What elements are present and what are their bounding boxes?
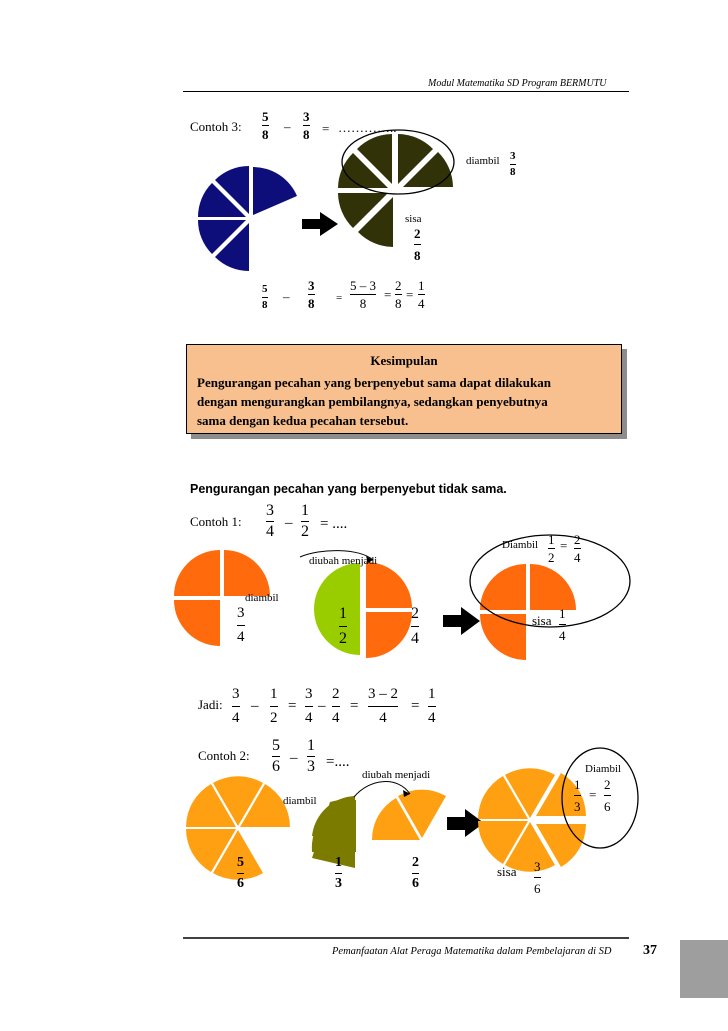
fraction: 2 4 [574, 532, 581, 565]
equals-sign: = [350, 698, 359, 714]
jadi-label: Jadi: [198, 697, 223, 712]
fraction: 2 6 [412, 855, 419, 891]
blank-answer: ………….. [338, 120, 397, 135]
minus-sign: – [290, 750, 298, 766]
taken-label: diambil [283, 795, 317, 807]
arrow-right-icon [302, 212, 338, 236]
example1-label: Contoh 1: [190, 514, 242, 529]
taken-label: diambil [245, 592, 279, 604]
example3-label: Contoh 3: [190, 119, 242, 134]
conclusion-line: Pengurangan pecahan yang berpenyebut sama dapat dilakukan [197, 375, 551, 390]
pie-five-eighths [198, 166, 297, 271]
fraction: 1 4 [559, 606, 566, 643]
footer-text: Pemanfaatan Alat Peraga Matematika dalam Pembelajaran di SD [332, 946, 612, 957]
fraction: 1 2 [270, 686, 278, 726]
fraction: 5 6 [237, 855, 244, 891]
arrow-right-icon [443, 607, 480, 635]
equals-sign: = [560, 538, 568, 553]
rest-label: sisa [497, 864, 517, 879]
fraction: 3 4 [232, 686, 240, 726]
fraction: 3 8 [510, 150, 516, 178]
pie-two-quarters [366, 562, 412, 658]
equals-sign: = [384, 287, 392, 302]
fraction: 1 4 [428, 686, 436, 726]
conclusion-box [186, 344, 622, 434]
fraction: 3 8 [308, 278, 315, 311]
half-circle-green [314, 563, 360, 655]
changed-label: diubah menjadi [309, 555, 378, 567]
taken-text: Diambil [585, 763, 622, 775]
pie-two-sixths [372, 790, 446, 840]
fraction: 3 6 [534, 859, 541, 896]
minus-sign: – [251, 698, 259, 714]
equals-sign: = [288, 698, 297, 714]
taken-text: Diambil [502, 539, 539, 551]
equals-sign: = [589, 787, 597, 802]
fraction: 5 8 [262, 283, 268, 311]
equals-sign: = [336, 292, 343, 304]
page-number: 37 [643, 943, 657, 958]
fraction: 2 8 [414, 226, 421, 263]
page-tab [680, 940, 728, 998]
fraction: 2 8 [395, 278, 402, 311]
fraction: 1 3 [574, 777, 581, 814]
rest-label: sisa [532, 613, 552, 628]
fraction: 1 3 [307, 737, 315, 775]
fraction: 2 4 [332, 686, 340, 726]
fraction: 3 – 2 4 [368, 686, 398, 726]
fraction: 3 4 [266, 502, 274, 540]
example2-label: Contoh 2: [198, 748, 250, 763]
fraction: 1 2 [301, 502, 309, 540]
fraction: 2 6 [604, 777, 611, 814]
conclusion-title: Kesimpulan [370, 353, 438, 368]
minus-sign: – [283, 289, 290, 304]
equals-sign: = [322, 121, 330, 136]
minus-sign: – [318, 698, 326, 714]
fraction: 5 – 3 8 [350, 278, 376, 311]
fraction: 5 6 [272, 737, 280, 775]
fraction: 3 4 [237, 605, 245, 645]
rest-label: sisa [405, 213, 422, 225]
pie-result-sixths [478, 768, 586, 871]
equals-sign: = [411, 698, 420, 714]
fraction: 3 4 [305, 686, 313, 726]
changed-label: diubah menjadi [362, 769, 431, 781]
conclusion-line: sama dengan kedua pecahan tersebut. [197, 413, 409, 428]
conclusion-line: dengan mengurangkan pembilangnya, sedangkan penyebutnya [197, 394, 548, 409]
fraction: 1 2 [548, 532, 555, 565]
equals-sign: = [406, 287, 414, 302]
fraction: 1 2 [339, 605, 347, 647]
section-title: Pengurangan pecahan yang berpenyebut tidak sama. [190, 482, 507, 496]
fraction: 1 3 [335, 855, 342, 891]
fraction: 1 4 [418, 278, 425, 311]
fraction: 3 8 [303, 109, 310, 142]
minus-sign: – [285, 515, 293, 531]
minus-sign: – [284, 119, 291, 134]
taken-label: diambil [466, 155, 500, 167]
pie-olive-eighths [338, 134, 453, 247]
equation-tail: =.... [326, 754, 350, 770]
fraction: 5 8 [262, 109, 269, 142]
equation-tail: = .... [320, 516, 348, 532]
fraction: 2 4 [411, 605, 419, 647]
header-title: Modul Matematika SD Program BERMUTU [428, 78, 607, 89]
